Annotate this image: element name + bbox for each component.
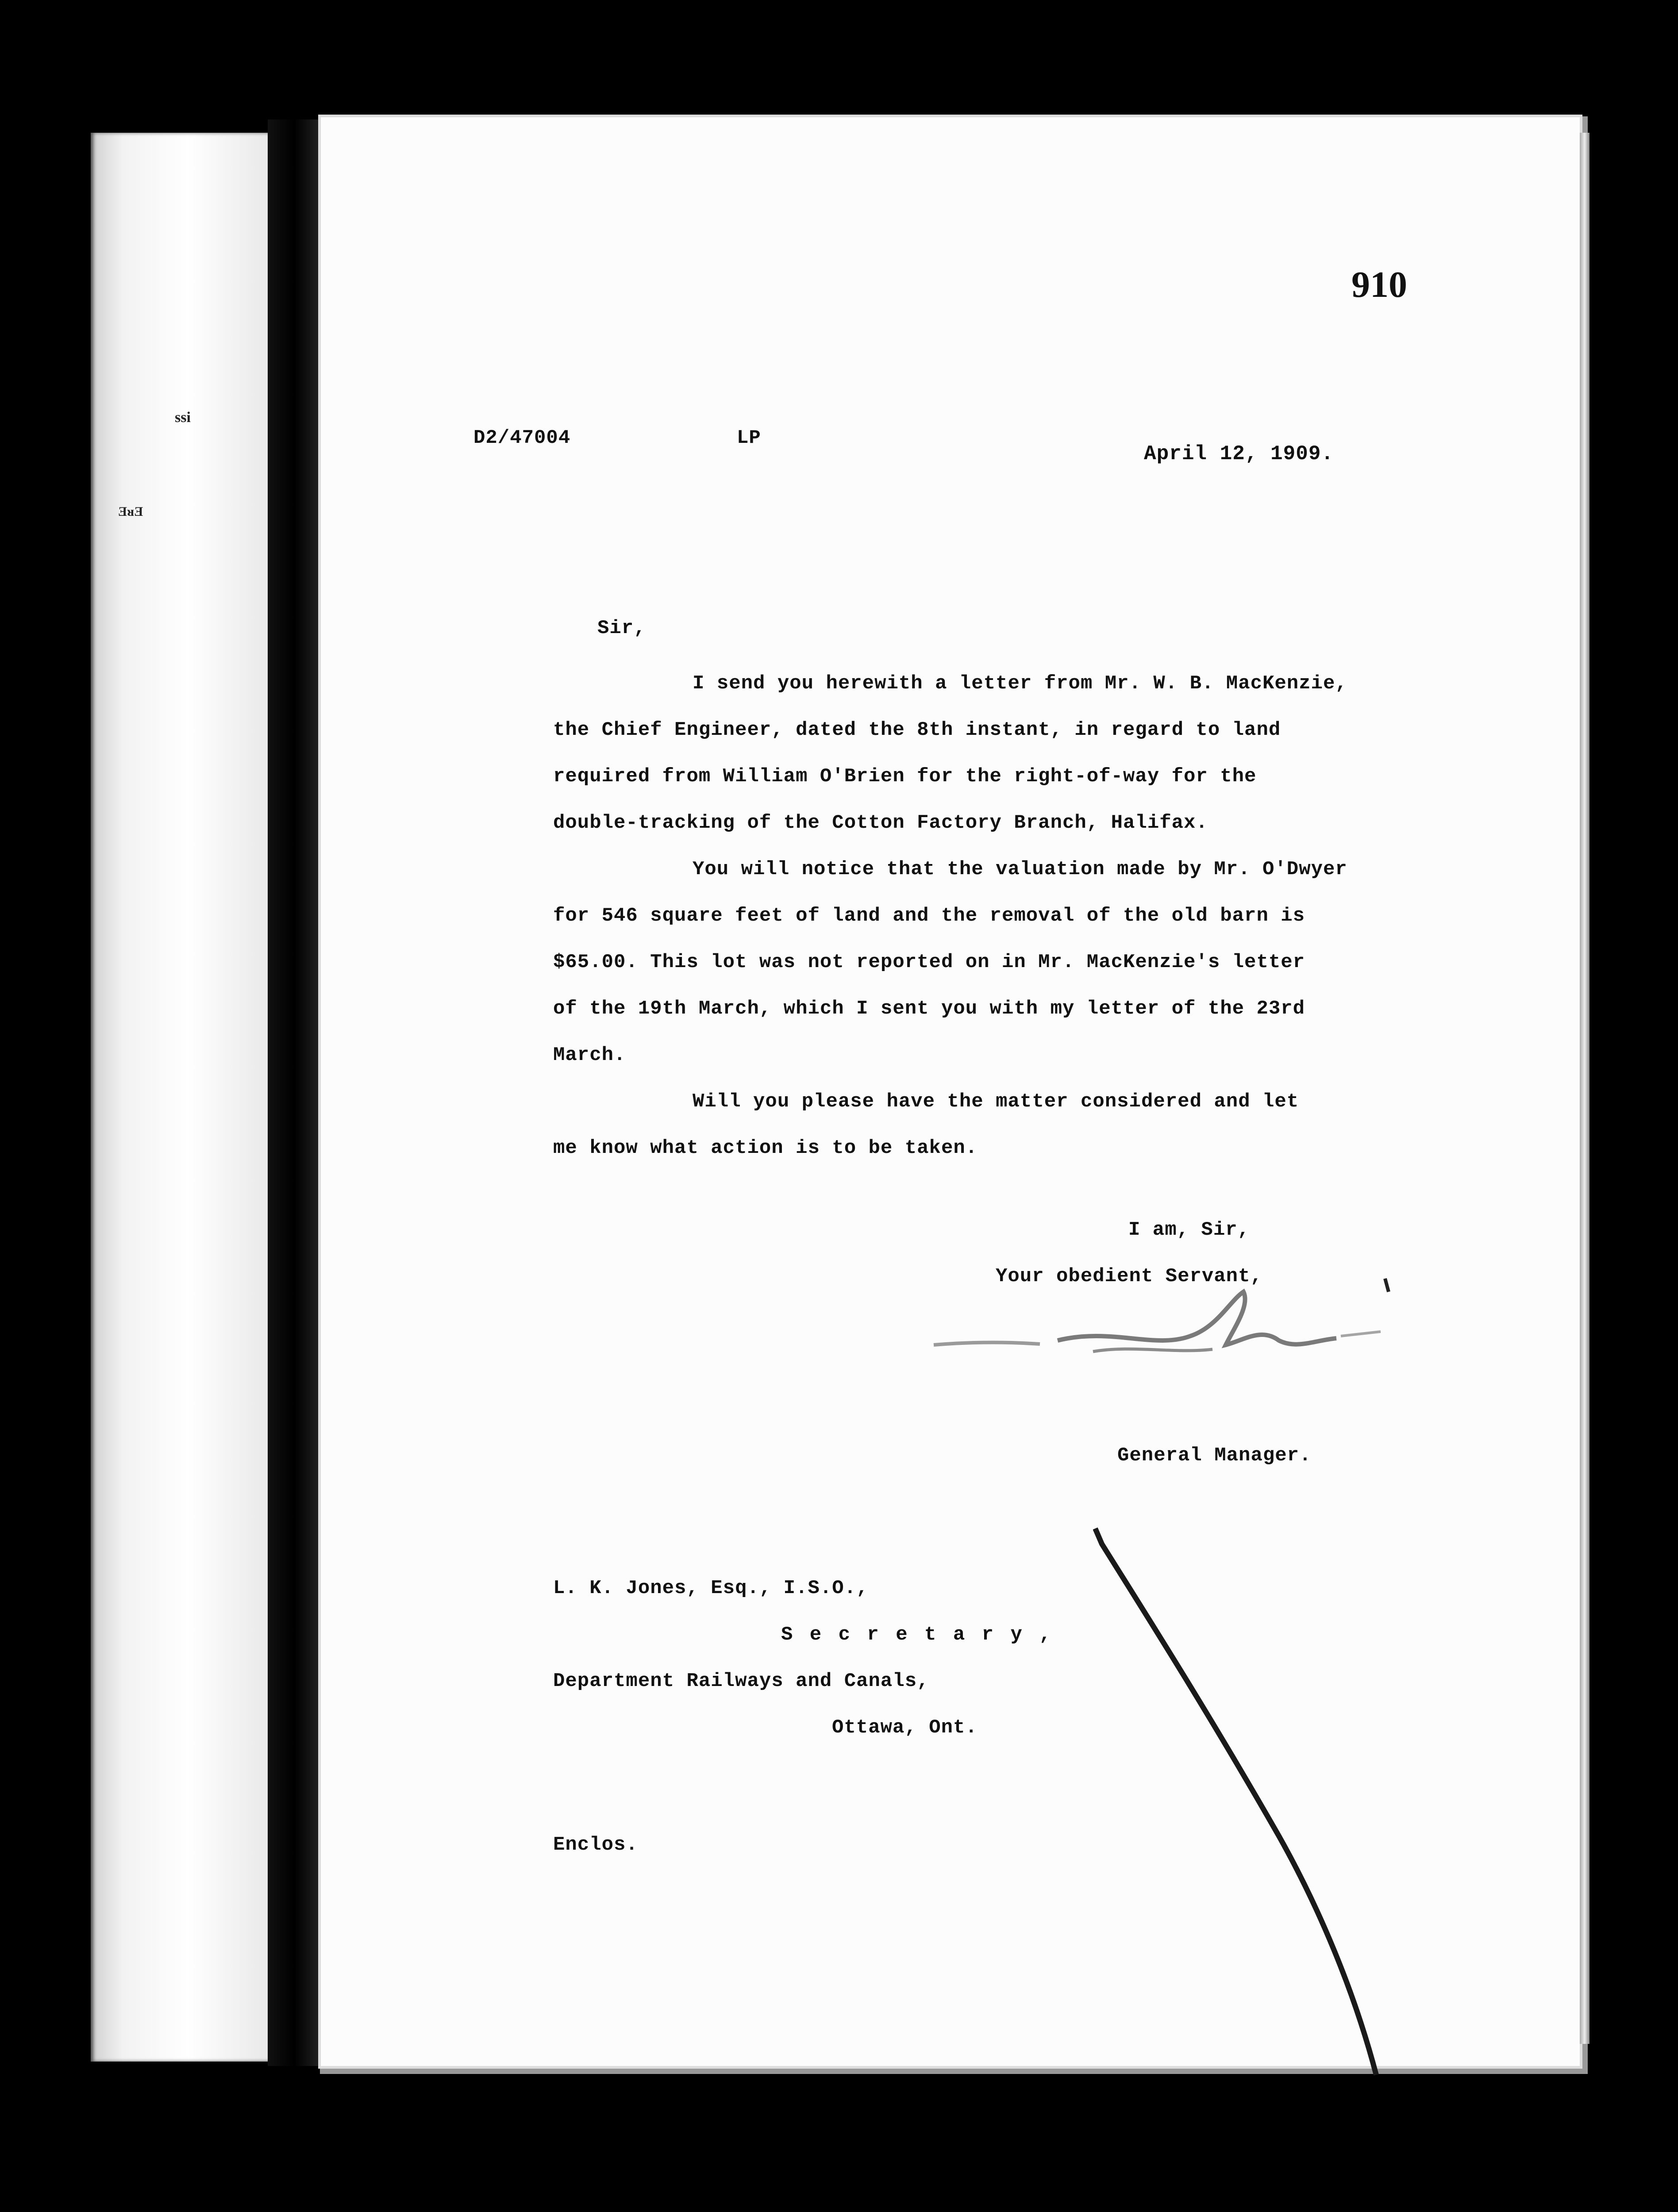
- pen-stroke-mark: [1093, 1526, 1381, 2079]
- body-line: $65.00. This lot was not reported on in Mr. MacKenzie's letter: [553, 951, 1305, 973]
- body-line: March.: [553, 1044, 626, 1066]
- addressee-line: Department Railways and Canals,: [553, 1670, 929, 1692]
- enclosure-note: Enclos.: [553, 1834, 638, 1856]
- body-line: for 546 square feet of land and the removal of the old barn is: [553, 905, 1305, 927]
- closing-line: I am, Sir,: [1128, 1219, 1250, 1241]
- letter-page: [321, 117, 1580, 2066]
- body-line: the Chief Engineer, dated the 8th instant, in regard to land: [553, 719, 1281, 741]
- file-reference: D2/47004: [473, 427, 571, 449]
- spine-mark-lower: ƎᴚƎ: [118, 504, 143, 519]
- closing-line: Your obedient Servant,: [996, 1265, 1262, 1287]
- spine-mark-top: ssi: [175, 409, 191, 426]
- addressee-line: L. K. Jones, Esq., I.S.O.,: [553, 1577, 869, 1599]
- letter-date: April 12, 1909.: [1144, 442, 1334, 465]
- body-line: You will notice that the valuation made by Mr. O'Dwyer: [693, 858, 1347, 880]
- addressee-line: S e c r e t a r y ,: [781, 1624, 1054, 1646]
- body-line: required from William O'Brien for the right-of-way for the: [553, 765, 1257, 787]
- binding-gutter: [268, 119, 321, 2066]
- body-line: I send you herewith a letter from Mr. W. B. MacKenzie,: [693, 672, 1347, 695]
- typist-initials: LP: [737, 427, 761, 449]
- body-line: of the 19th March, which I sent you with my letter of the 23rd: [553, 998, 1305, 1020]
- salutation: Sir,: [597, 617, 646, 639]
- body-line: double-tracking of the Cotton Factory Branch, Halifax.: [553, 812, 1208, 834]
- body-line: Will you please have the matter considered and let: [693, 1091, 1299, 1113]
- margin-tick-mark: [1381, 1276, 1394, 1294]
- handwritten-signature: [925, 1274, 1389, 1376]
- signatory-title: General Manager.: [1117, 1444, 1312, 1467]
- page-stack-edge: [1580, 133, 1589, 2044]
- binding-spine: [91, 133, 268, 2062]
- page-number: 910: [1351, 264, 1407, 305]
- addressee-line: Ottawa, Ont.: [832, 1717, 978, 1739]
- body-line: me know what action is to be taken.: [553, 1137, 978, 1159]
